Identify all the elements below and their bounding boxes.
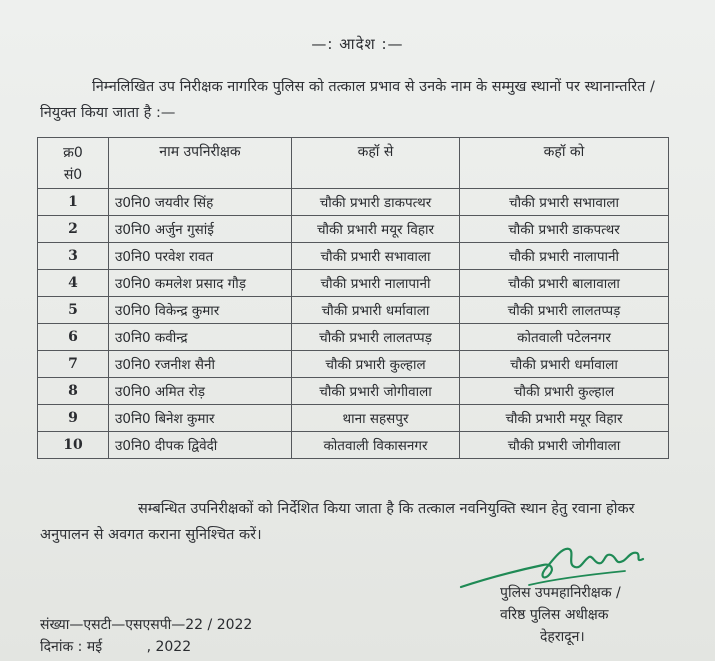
row-serial: 8: [38, 378, 109, 405]
row-from: चौकी प्रभारी सभावाला: [292, 243, 460, 270]
table-row: [38, 405, 669, 432]
row-serial: 1: [38, 189, 109, 216]
header-to: कहॉ को: [460, 138, 669, 189]
row-to: चौकी प्रभारी नालापानी: [460, 243, 669, 270]
designation-line: पुलिस उपमहानिरीक्षक /: [500, 585, 621, 601]
row-from: थाना सहसपुर: [292, 405, 460, 432]
row-name: उ0नि0 कमलेश प्रसाद गौड़: [109, 270, 292, 297]
row-serial: 5: [38, 297, 109, 324]
transfer-table: [37, 137, 669, 459]
header-serial-line1: क्र0: [63, 145, 83, 161]
header-serial: [38, 138, 109, 189]
row-to: चौकी प्रभारी कुल्हाल: [460, 378, 669, 405]
row-serial: 9: [38, 405, 109, 432]
table-row: [38, 297, 669, 324]
intro-paragraph: निम्नलिखित उप निरीक्षक नागरिक पुलिस को तत्काल प्रभाव से उनके नाम के सम्मुख स्थानों पर स्थानान्तरित / नियुक्त किया जाता है :—: [40, 79, 655, 121]
row-from: चौकी प्रभारी मयूर विहार: [292, 216, 460, 243]
row-from: चौकी प्रभारी धर्मावाला: [292, 297, 460, 324]
signatory-designation: [500, 582, 621, 648]
header-name: नाम उपनिरीक्षक: [109, 138, 292, 189]
row-to: चौकी प्रभारी बालावाला: [460, 270, 669, 297]
reference-number: संख्या—एसटी—एसएसपी—22 / 2022: [40, 617, 253, 633]
designation-line: वरिष्ठ पुलिस अधीक्षक: [500, 607, 609, 623]
row-to: चौकी प्रभारी डाकपत्थर: [460, 216, 669, 243]
row-name: उ0नि0 रजनीश सैनी: [109, 351, 292, 378]
row-from: चौकी प्रभारी डाकपत्थर: [292, 189, 460, 216]
row-serial: 10: [38, 432, 109, 459]
row-to: चौकी प्रभारी लालतप्पड़: [460, 297, 669, 324]
row-to: कोतवाली पटेलनगर: [460, 324, 669, 351]
table-row: [38, 189, 669, 216]
table-row: [38, 216, 669, 243]
row-name: उ0नि0 दीपक द्विवेदी: [109, 432, 292, 459]
row-name: उ0नि0 कवीन्द्र: [109, 324, 292, 351]
row-to: चौकी प्रभारी मयूर विहार: [460, 405, 669, 432]
row-serial: 7: [38, 351, 109, 378]
row-name: उ0नि0 विकेन्द्र कुमार: [109, 297, 292, 324]
table-row: [38, 351, 669, 378]
row-name: उ0नि0 जयवीर सिंह: [109, 189, 292, 216]
table-row: [38, 378, 669, 405]
reference-date: दिनांक : मई , 2022: [40, 639, 192, 655]
reference-block: [40, 614, 252, 658]
table-row: [38, 432, 669, 459]
table-row: [38, 243, 669, 270]
row-to: चौकी प्रभारी सभावाला: [460, 189, 669, 216]
row-from: चौकी प्रभारी नालापानी: [292, 270, 460, 297]
instruction-paragraph: सम्बन्धित उपनिरीक्षकों को निर्देशित किया जाता है कि तत्काल नवनियुक्ति स्थान हेतु रवाना होकर अनुपालन से अवगत कराना सुनिश्चित करें।: [40, 501, 635, 543]
row-from: चौकी प्रभारी कुल्हाल: [292, 351, 460, 378]
row-name: उ0नि0 परवेश रावत: [109, 243, 292, 270]
header-serial-line2: सं0: [63, 167, 83, 183]
table-header-row: [38, 138, 669, 189]
row-to: चौकी प्रभारी जोगीवाला: [460, 432, 669, 459]
row-from: चौकी प्रभारी लालतप्पड़: [292, 324, 460, 351]
table-row: [38, 270, 669, 297]
row-serial: 6: [38, 324, 109, 351]
row-from: कोतवाली विकासनगर: [292, 432, 460, 459]
row-serial: 4: [38, 270, 109, 297]
order-title: —: आदेश :—: [311, 35, 404, 53]
row-name: उ0नि0 बिनेश कुमार: [109, 405, 292, 432]
row-serial: 3: [38, 243, 109, 270]
row-serial: 2: [38, 216, 109, 243]
row-from: चौकी प्रभारी जोगीवाला: [292, 378, 460, 405]
row-name: उ0नि0 अर्जुन गुसांई: [109, 216, 292, 243]
table-row: [38, 324, 669, 351]
header-from: कहॉ से: [292, 138, 460, 189]
designation-line: देहरादून।: [540, 629, 585, 645]
row-name: उ0नि0 अमित रोड़: [109, 378, 292, 405]
row-to: चौकी प्रभारी धर्मावाला: [460, 351, 669, 378]
